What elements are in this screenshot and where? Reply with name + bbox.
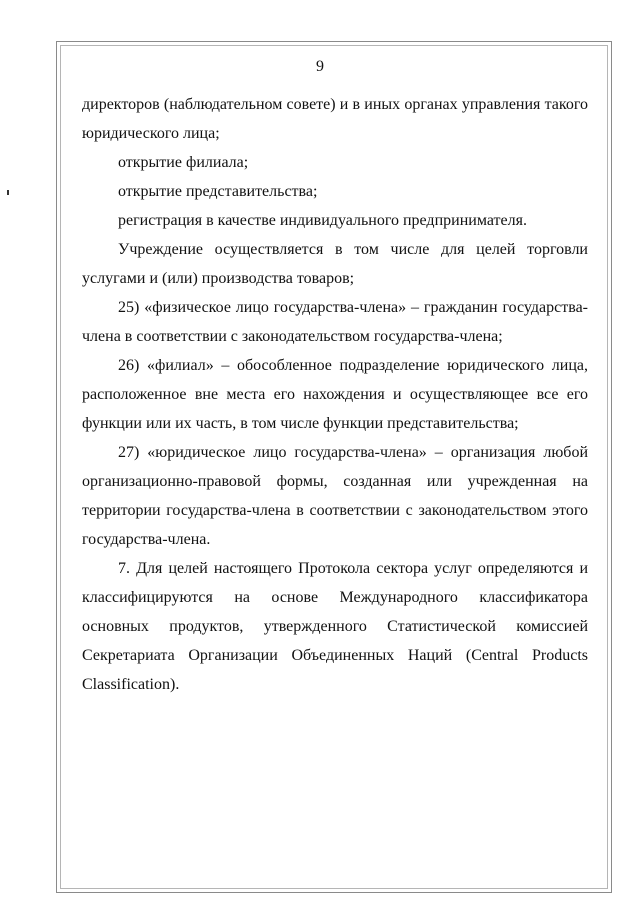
paragraph-branch-opening: открытие филиала; <box>118 154 249 171</box>
paragraph-item-26: 26) «филиал» – обособленное подразделение юридического лица, расположенное вне места его нахождения и осуществляющее все его функции или их часть, в том числе функции представительства; <box>82 357 588 432</box>
paragraph-continuation: директоров (наблюдательном совете) и в иных органах управления такого юридического лица; <box>82 96 588 142</box>
paragraph-item-25: 25) «физическое лицо государства-члена» – гражданин государства-члена в соответствии с законодательством государства-члена; <box>82 299 588 345</box>
scan-mark <box>7 190 9 195</box>
paragraph-establishment: Учреждение осуществляется в том числе для целей торговли услугами и (или) производства товаров; <box>82 241 588 287</box>
paragraph-item-27: 27) «юридическое лицо государства-члена» – организация любой организационно-правовой формы, созданная или учрежденная на территории государства-члена в соответствии с законодательством этого государства-члена. <box>82 444 588 548</box>
document-body <box>82 90 588 699</box>
paragraph-section-7: 7. Для целей настоящего Протокола сектора услуг определяются и классифицируются на основе Международного классификатора основных продуктов, утвержденного Статистической комиссией Секретариата Организации Объединенных Наций (Central Products Classification). <box>82 560 588 693</box>
paragraph-representation-opening: открытие представительства; <box>118 183 318 200</box>
paragraph-entrepreneur-registration: регистрация в качестве индивидуального предпринимателя. <box>118 212 527 229</box>
page-number: 9 <box>316 58 324 75</box>
